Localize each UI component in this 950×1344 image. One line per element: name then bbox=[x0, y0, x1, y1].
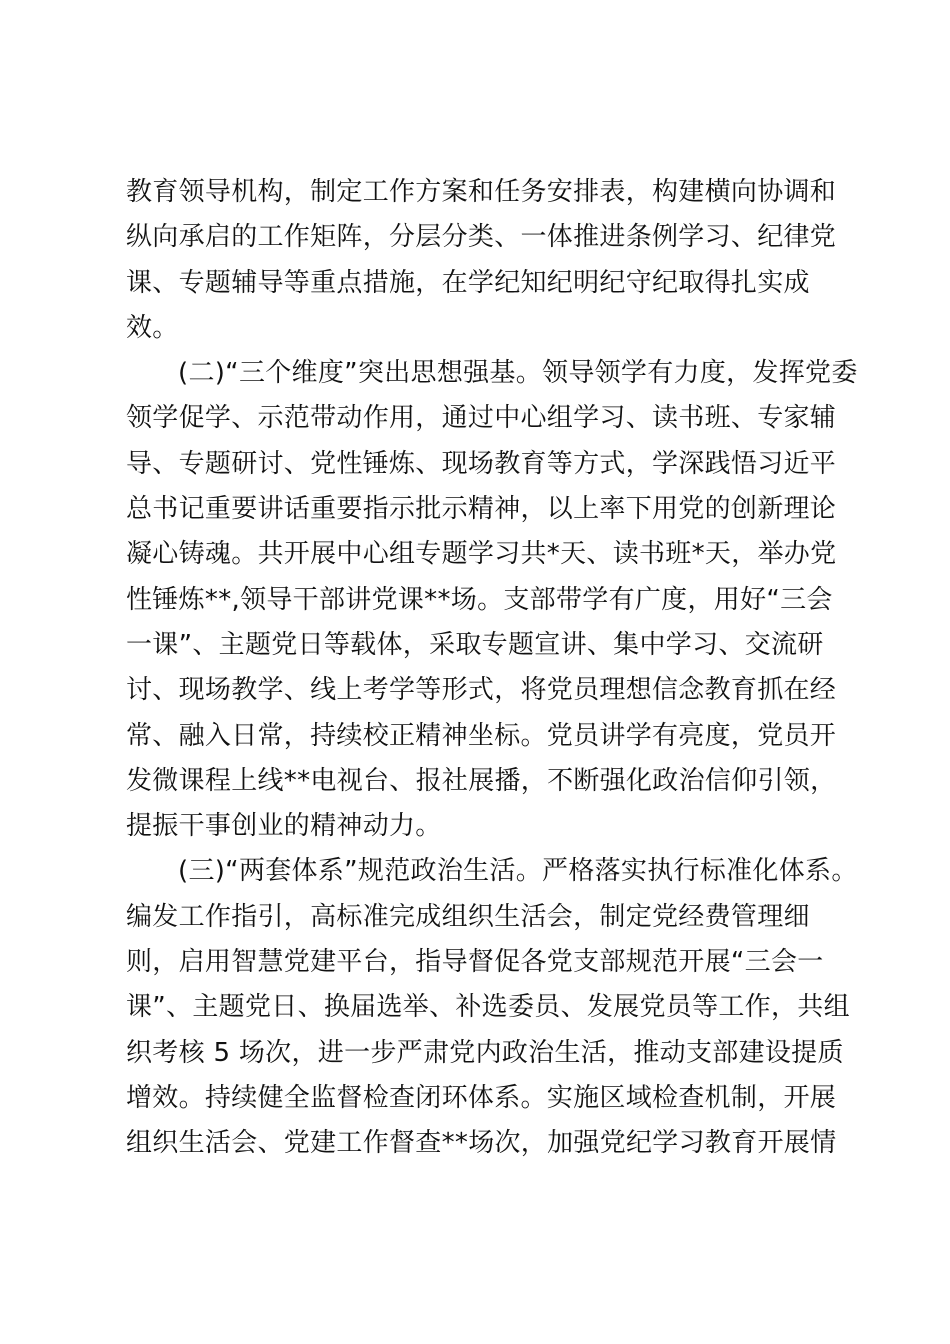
text-line: 效。 bbox=[126, 312, 179, 343]
text-line: 发微课程上线**电视台、报社展播，不断强化政治信仰引领， bbox=[126, 765, 837, 796]
text-line: 性锤炼**,领导干部讲党课**场。支部带学有广度，用好“三会 bbox=[126, 584, 833, 615]
text-line: 常、融入日常，持续校正精神坐标。党员讲学有亮度，党员开 bbox=[126, 720, 837, 751]
text-line: 课”、主题党日、换届选举、补选委员、发展党员等工作，共组 bbox=[126, 992, 850, 1023]
text-line: 提振干事创业的精神动力。 bbox=[126, 811, 442, 842]
text-line: 讨、现场教学、线上考学等形式，将党员理想信念教育抓在经 bbox=[126, 675, 837, 706]
text-line: 织考核 5 场次，进一步严肃党内政治生活，推动支部建设提质 bbox=[126, 1037, 844, 1068]
document-body bbox=[126, 170, 858, 1167]
text-line: 则，启用智慧党建平台，指导督促各党支部规范开展“三会一 bbox=[126, 947, 824, 978]
text-line: 总书记重要讲话重要指示批示精神，以上率下用党的创新理论 bbox=[126, 494, 837, 525]
text-line: 组织生活会、党建工作督查**场次，加强党纪学习教育开展情 bbox=[126, 1128, 837, 1159]
text-line: 教育领导机构，制定工作方案和任务安排表，构建横向协调和 bbox=[126, 177, 837, 207]
text-line: 导、专题研讨、党性锤炼、现场教育等方式，学深践悟习近平 bbox=[126, 448, 837, 479]
text-line: 一课”、主题党日等载体，采取专题宣讲、集中学习、交流研 bbox=[126, 629, 824, 660]
text-line: 凝心铸魂。共开展中心组专题学习共*天、读书班*天，举办党 bbox=[126, 539, 837, 570]
text-line: 增效。持续健全监督检查闭环体系。实施区域检查机制，开展 bbox=[126, 1082, 837, 1113]
section-three-heading-line: (三)“两套体系”规范政治生活。严格落实执行标准化体系。 bbox=[178, 856, 858, 887]
text-line: 纵向承启的工作矩阵，分层分类、一体推进条例学习、纪律党 bbox=[126, 222, 837, 253]
section-two-heading-line: (二)“三个维度”突出思想强基。领导领学有力度，发挥党委 bbox=[178, 358, 858, 389]
text-line: 编发工作指引，高标准完成组织生活会，制定党经费管理细 bbox=[126, 901, 810, 932]
text-line: 课、专题辅导等重点措施，在学纪知纪明纪守纪取得扎实成 bbox=[126, 267, 810, 298]
text-line: 领学促学、示范带动作用，通过中心组学习、读书班、专家辅 bbox=[126, 403, 837, 434]
